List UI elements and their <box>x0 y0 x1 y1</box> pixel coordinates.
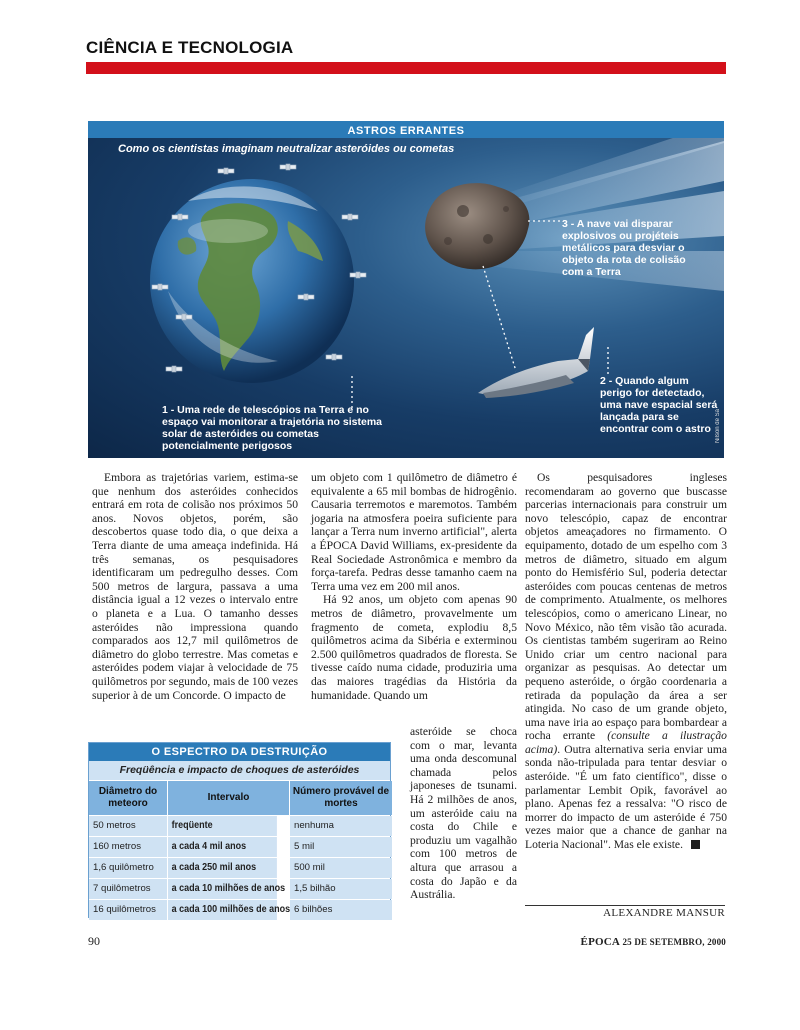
table-header-diameter: Diâmetro do meteoro <box>89 781 167 815</box>
table-header-interval: Intervalo <box>168 781 289 815</box>
magazine-name: ÉPOCA <box>580 936 621 948</box>
magazine-folio <box>560 936 726 948</box>
infographic-title: ASTROS ERRANTES <box>347 125 465 137</box>
table-cell-interval: a cada 4 mil anos <box>168 837 277 857</box>
infographic-subtitle: Como os cientistas imaginam neutralizar asteróides ou cometas <box>118 143 455 155</box>
illustration-reference: (consulte a ilustração acima) <box>525 729 727 756</box>
table-cell-deaths: 6 bilhões <box>290 900 392 920</box>
illustration-credit: Nilson de Sá <box>715 409 721 444</box>
table-cell-interval: freqüente <box>168 816 277 836</box>
table-subtitle: Freqüência e impacto de choques de asteróides <box>89 761 390 780</box>
end-of-article-mark <box>691 840 700 849</box>
infographic-caption-1: 1 - Uma rede de telescópios na Terra e no espaço vai monitorar a trajetória no sistema solar de asteróides ou cometas potencialmente perigosos <box>162 404 382 452</box>
table-title: O ESPECTRO DA DESTRUIÇÃO <box>89 743 390 761</box>
article-column-2 <box>311 471 517 702</box>
table-cell-deaths: nenhuma <box>290 816 392 836</box>
table-header-deaths: Número provável de mortes <box>290 781 392 815</box>
infographic <box>88 121 724 458</box>
table-cell-deaths: 500 mil <box>290 858 392 878</box>
article-column-2-continued <box>410 725 517 902</box>
article-text: . Outra alternativa seria enviar uma sonda não-tripulada para tentar desviar o asteróide. "É um fato científico", disse o parlamentar Lembit Opik, favorável ao plano. Apenas fez a ressalva: "O risco de morrer do impacto de um asteróide é 750 vezes maior que a chance de ganhar na Loteria Nacional". Mas ele existe. <box>525 742 727 852</box>
space-shuttle-icon <box>478 327 594 398</box>
article-paragraph: asteróide se choca com o mar, levanta uma onda descomunal chamada pelos japoneses de tsunami. Há 2 milhões de anos, um asteróide caiu na costa do Chile e produziu um vagalhão com 100 metros de altura que arrasou a costa do Japão e da Austrália. <box>410 725 517 902</box>
article-paragraph: um objeto com 1 quilômetro de diâmetro é equivalente a 65 mil bombas de hidrogênio. Causaria terremotos e maremotos. Também jogaria na atmosfera poeira suficiente para lançar a Terra num inverno artificial", alerta a ÉPOCA David Williams, ex-presidente da Real Sociedade Astronômica e membro da força-tarefa. Pedras desse tamanho caem na Terra uma vez em 200 mil anos. <box>311 471 517 593</box>
byline: ALEXANDRE MANSUR <box>603 907 725 919</box>
article-paragraph: Embora as trajetórias variem, estima-se que nenhum dos asteróides conhecidos entrará em rota de colisão nos próximos 50 anos. Novos objetos, porém, são descobertos quase todo dia, o que deixa a Terra diante de uma ameaça indefinida. Há três semanas, os pesquisadores identificaram um pedregulho desses. Com 500 metros de largura, passava a uma distância igual a 12 vezes o intervalo entre o planeta e a Lua. O tamanho desses asteróides não impressiona quando comparados aos 12,7 mil quilômetros de diâmetro do globo terrestre. Mas cometas e asteróides podem viajar à velocidade de 75 quilômetros por segundo, mais de 100 vezes superior à de um Concorde. O impacto de <box>92 471 298 702</box>
table-cell-interval: a cada 250 mil anos <box>168 858 277 878</box>
article-paragraph <box>525 471 727 852</box>
article-column-3 <box>525 471 727 852</box>
table-cell-interval: a cada 100 milhões de anos <box>168 900 277 920</box>
infographic-caption-3: 3 - A nave vai disparar explosivos ou projéteis metálicos para desviar o objeto da rota de colisão com a Terra <box>562 218 686 278</box>
destruction-spectrum-table <box>88 742 391 918</box>
table-cell-diameter: 16 quilômetros <box>89 900 167 920</box>
section-red-bar <box>86 62 726 74</box>
byline-rule <box>525 905 725 906</box>
table-cell-deaths: 5 mil <box>290 837 392 857</box>
table-cell-interval: a cada 10 milhões de anos <box>168 879 277 899</box>
article-column-1 <box>92 471 298 702</box>
table-cell-diameter: 7 quilômetros <box>89 879 167 899</box>
section-header: CIÊNCIA E TECNOLOGIA <box>86 38 294 57</box>
infographic-title-bar <box>88 121 724 138</box>
infographic-caption-2: 2 - Quando algum perigo for detectado, uma nave espacial será lançada para se encontrar com o astro <box>600 375 718 435</box>
table-cell-diameter: 160 metros <box>89 837 167 857</box>
page-number: 90 <box>88 934 100 948</box>
table-grid <box>89 780 390 920</box>
earth-globe-icon <box>150 179 354 383</box>
table-cell-diameter: 1,6 quilômetro <box>89 858 167 878</box>
issue-date: 25 DE SETEMBRO, 2000 <box>622 937 726 947</box>
article-text: Os pesquisadores ingleses recomendaram ao governo que buscasse parcerias internacionais para construir um novo telescópio, capaz de encontrar objetos ameaçadores no firmamento. O equipamento, dotado de um espelho com 3 metros de diâmetro, situado em algum ponto do Hemisfério Sul, poderia detectar asteróides com poucas centenas de metros de comprimento. Atualmente, os melhores telescópios, como o americano Linear, no Novo México, não têm visão tão acurada. Os cientistas também sugeriram ao Reino Unido criar um centro nacional para organizar as pesquisas. Ao detectar um pequeno asteróide, o órgão coordenaria a retirada da população da área a ser atingida. No caso de um grande objeto, uma nave iria ao espaço para bombardear a rocha errante <box>525 471 727 743</box>
article-paragraph: Há 92 anos, um objeto com apenas 90 metros de diâmetro, provavelmente um fragmento de cometa, explodiu 8,5 quilômetros acima da Sibéria e exterminou 2.500 quilômetros quadrados de floresta. Se tivesse caído numa cidade, produziria uma das maiores tragédias da História da humanidade. Quando um <box>311 593 517 702</box>
table-cell-deaths: 1,5 bilhão <box>290 879 392 899</box>
table-cell-diameter: 50 metros <box>89 816 167 836</box>
